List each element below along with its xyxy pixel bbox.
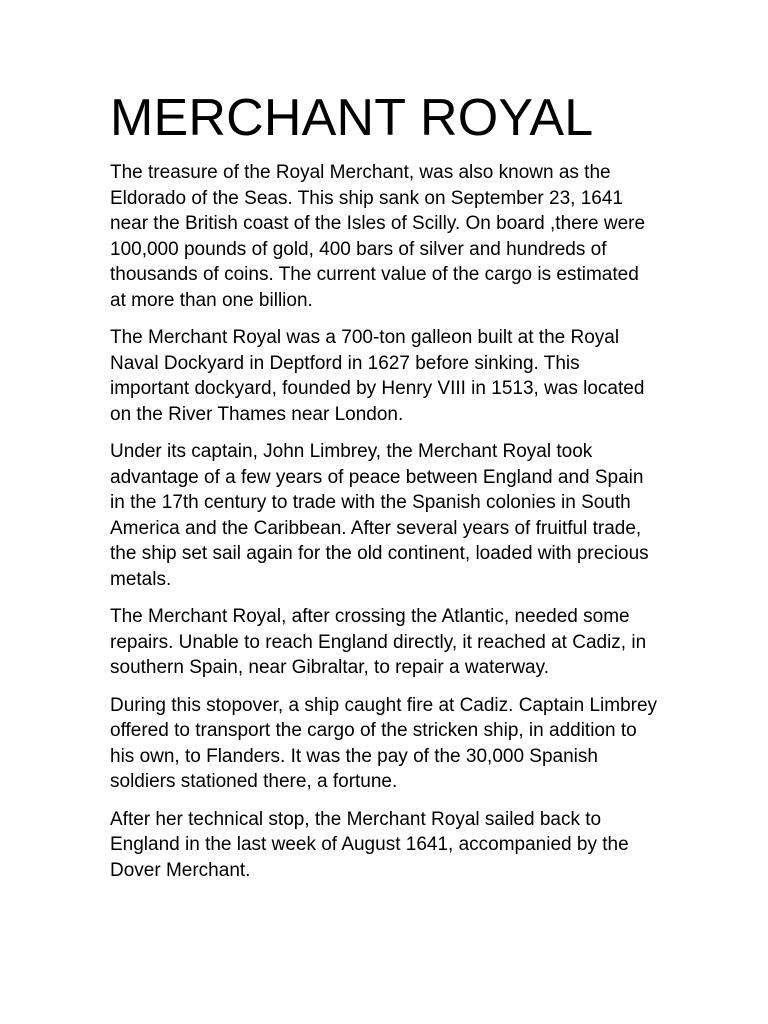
- paragraph-treasure: The treasure of the Royal Merchant, was also known as the Eldorado of the Seas. This ship sank on September 23, 1641 near the British coast of the Isles of Scilly. On board ,there were 100,000 pounds of gold, 400 bars of silver and hundreds of thousands of coins. The current value of the cargo is estimated at more than one billion.: [110, 162, 646, 311]
- paragraph-repairs: The Merchant Royal, after crossing the Atlantic, needed some repairs. Unable to reach England directly, it reached at Cadiz, in southern Spain, near Gibraltar, to repair a waterway.: [110, 606, 647, 678]
- paragraph-return: After her technical stop, the Merchant Royal sailed back to England in the last week of August 1641, accompanied by the Dover Merchant.: [110, 808, 629, 881]
- document-page: [110, 86, 658, 895]
- paragraph-stopover: During this stopover, a ship caught fire at Cadiz. Captain Limbrey offered to transport the cargo of the stricken ship, in addition to his own, to Flanders. It was the pay of the 30,000 Spanish soldiers stationed there, a fortune.: [110, 694, 658, 792]
- document-title: MERCHANT ROYAL: [110, 89, 594, 147]
- paragraph-galleon: The Merchant Royal was a 700-ton galleon built at the Royal Naval Dockyard in Deptford in 1627 before sinking. This important dockyard, founded by Henry VIII in 1513, was located on the River Thames near London.: [110, 327, 645, 425]
- paragraph-captain: Under its captain, John Limbrey, the Merchant Royal took advantage of a few years of peace between England and Spain in the 17th century to trade with the Spanish colonies in South America and the Caribbean. After several years of fruitful trade, the ship set sail again for the old continent, loaded with precious metals.: [110, 441, 649, 590]
